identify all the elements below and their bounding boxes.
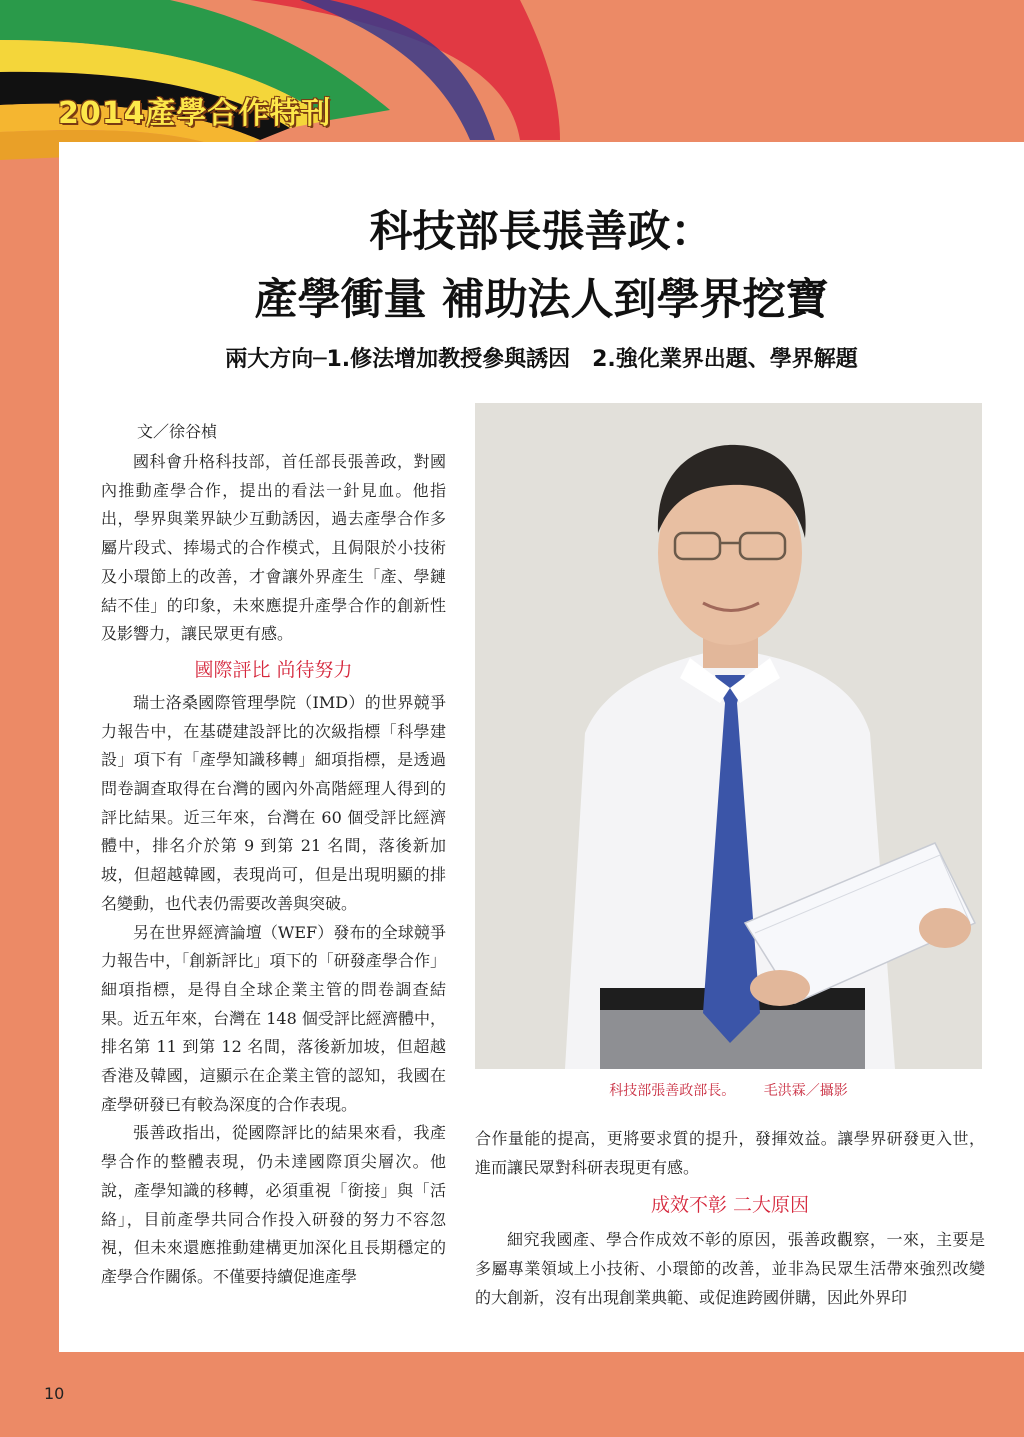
portrait-photo (475, 403, 982, 1069)
section-heading: 國際評比 尚待努力 (194, 658, 353, 681)
masthead: 2014產學合作特刊 (58, 96, 332, 131)
paragraph: 細究我國產、學合作成效不彰的原因，張善政觀察，一來，主要是多屬專業領域上小技術、小環節的改善，並非為民眾生活帶來強烈改變的大創新，沒有出現創業典範、或促進跨國併購，因此外界印 (475, 1230, 985, 1307)
right-column (475, 1125, 985, 1313)
section-heading: 成效不彰 二大原因 (650, 1194, 810, 1217)
article-title-line2: 產學衝量 補助法人到學界挖寶 (254, 275, 829, 325)
portrait-illustration (475, 403, 982, 1069)
left-column (101, 448, 446, 1292)
paragraph: 張善政指出，從國際評比的結果來看，我產學合作的整體表現，仍未達國際頂尖層次。他說，產學知識的移轉，必須重視「銜接」與「活絡」，目前產學共同合作投入研發的努力不容忽視，但未來還應推動建構更加深化且長期穩定的產學合作關係。不僅要持續促進產學 (101, 1123, 446, 1286)
caption-text: 科技部張善政部長。 (609, 1083, 736, 1099)
photo-caption (475, 1080, 982, 1100)
header-stripes (0, 0, 1024, 160)
article-title-line1: 科技部長張善政： (369, 207, 714, 257)
paragraph: 瑞士洛桑國際管理學院（IMD）的世界競爭力報告中，在基礎建設評比的次級指標「科學建設」項下有「產學知識移轉」細項指標，是透過問卷調查取得在台灣的國內外高階經理人得到的評比結果。近三年來，台灣在 60 個受評比經濟體中，排名介於第 9 到第 21 名間，落後新加坡，但超越韓國，表現尚可，但是出現明顯的排名變動，也代表仍需要改善與突破。 (101, 692, 446, 913)
paragraph: 另在世界經濟論壇（WEF）發布的全球競爭力報告中，「創新評比」項下的「研發產學合作」細項指標，是得自全球企業主管的問卷調查結果。近五年來，台灣在 148 個受評比經濟體中，排名第 11 到第 12 名間，落後新加坡，但超越香港及韓國，這顯示在企業主管的認知，我國在產學研發已有較為深度的合作表現。 (101, 922, 446, 1114)
page-number: 10 (44, 1384, 65, 1403)
article-subtitle: 兩大方向─1.修法增加教授參與誘因 2.強化業界出題、學界解題 (225, 347, 858, 372)
photo-credit: 毛洪霖／攝影 (763, 1083, 848, 1099)
article-panel (59, 142, 1024, 1352)
byline: 文／徐谷楨 (137, 422, 218, 441)
paragraph: 合作量能的提高，更將要求質的提升，發揮效益。讓學界研發更入世，進而讓民眾對科研表現更有感。 (475, 1129, 985, 1177)
paragraph: 國科會升格科技部，首任部長張善政，對國內推動產學合作，提出的看法一針見血。他指出，學界與業界缺少互動誘因，過去產學合作多屬片段式、捧場式的合作模式，且侷限於小技術及小環節上的改善，才會讓外界產生「產、學鏈結不佳」的印象，未來應提升產學合作的創新性及影響力，讓民眾更有感。 (101, 452, 446, 644)
